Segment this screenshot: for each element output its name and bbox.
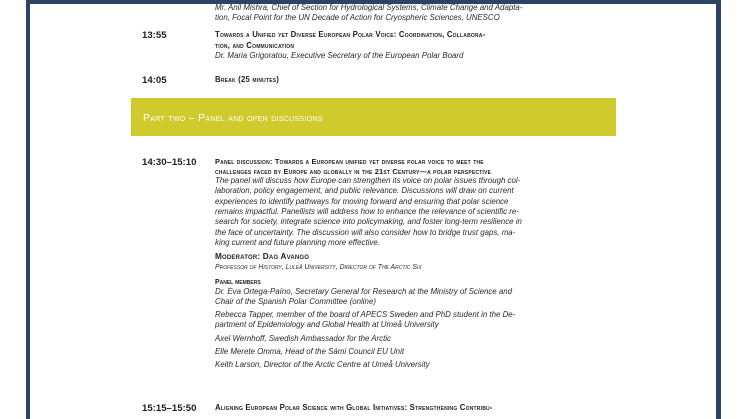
agenda-time: 15:15–15:50	[142, 403, 197, 414]
presenter-text	[215, 3, 625, 24]
panel-member-line: partment of Epidemiology and Global Health at Umeå University	[215, 320, 439, 330]
page-border-left	[0, 0, 30, 419]
panel-member-line: Keith Larson, Director of the Arctic Centre at Umeå University	[215, 359, 430, 369]
description-line: the face of uncertainty. The discussion will also consider how to bridge trust gaps, ma-	[215, 227, 516, 237]
description-line: experiences to identify pathways for moving forward and ensuring that polar science	[215, 196, 509, 206]
agenda-title-line: tion, and Communication	[215, 40, 295, 50]
description-line: laboration, policy engagement, and public relevance. Discussions will draw on current	[215, 186, 514, 196]
moderator-label: Moderator: Dag Avango	[215, 252, 310, 262]
panel-member-line: Rebecca Tapper, member of the board of APECS Sweden and PhD student in the De-	[215, 310, 516, 320]
agenda-title-line: Panel discussion: Towards a European unified yet diverse polar voice to meet the	[215, 157, 484, 166]
presenter-text: Dr. Maria Grigoratou, Executive Secretary of the European Polar Board	[215, 51, 464, 60]
agenda-content	[215, 30, 625, 61]
description-line: search for society, integrate science into policymaking, and foster long-term resilience in	[215, 217, 522, 227]
panel-member-line: Dr. Eva Ortega-Paíno, Secretary General for Research at the Ministry of Science and	[215, 286, 513, 296]
panel-member-line: Elle Merete Omma, Head of the Sámi Council EU Unit	[215, 346, 405, 356]
section-banner-label: Part two – Panel and open discussions	[143, 112, 323, 124]
section-banner	[131, 98, 616, 136]
agenda-title: Break (25 minutes)	[215, 75, 280, 84]
agenda-title	[215, 157, 625, 176]
agenda-time: 14:30–15:10	[142, 157, 197, 168]
presenter-line: Mr. Anil Mishra, Chief of Section for Hydrological Systems, Climate Change and Adapta-	[215, 3, 523, 12]
agenda-title	[215, 30, 625, 51]
panel-members-label: Panel members	[215, 278, 261, 286]
agenda-title-line: challenges faced by Europe and globally in the 21st Century—a polar perspective	[215, 166, 492, 176]
panel-member-line: Chair of the Spanish Polar Committee (online)	[215, 296, 376, 306]
panel-description	[215, 176, 625, 248]
moderator-affiliation: Professor of History, Luleå University, Director of The Arctic Six	[215, 263, 422, 271]
agenda-content	[215, 157, 625, 370]
description-line: remains impactful. Panellists will address how to enhance the relevance of scientific re-	[215, 207, 519, 217]
agenda-title: Aligning European Polar Science with Global Initiatives: Strengthening Contribu-	[215, 403, 493, 412]
description-line: king current and future planning more effective.	[215, 237, 380, 247]
page-border-right	[716, 0, 746, 419]
panel-member-line: Axel Wernhoff, Swedish Ambassador for the Arctic	[215, 333, 392, 343]
presenter-line: tion, Focal Point for the UN Decade of Action for Cryospheric Sciences, UNESCO	[215, 13, 500, 23]
agenda-time: 14:05	[142, 75, 167, 86]
agenda-title-line: Towards a Unified yet Diverse European Polar Voice: Coordination, Collabora-	[215, 30, 486, 39]
description-line: The panel will discuss how Europe can strengthen its voice on polar issues through col-	[215, 176, 521, 186]
panel-members-list	[215, 287, 625, 370]
agenda-time: 13:55	[142, 30, 167, 41]
